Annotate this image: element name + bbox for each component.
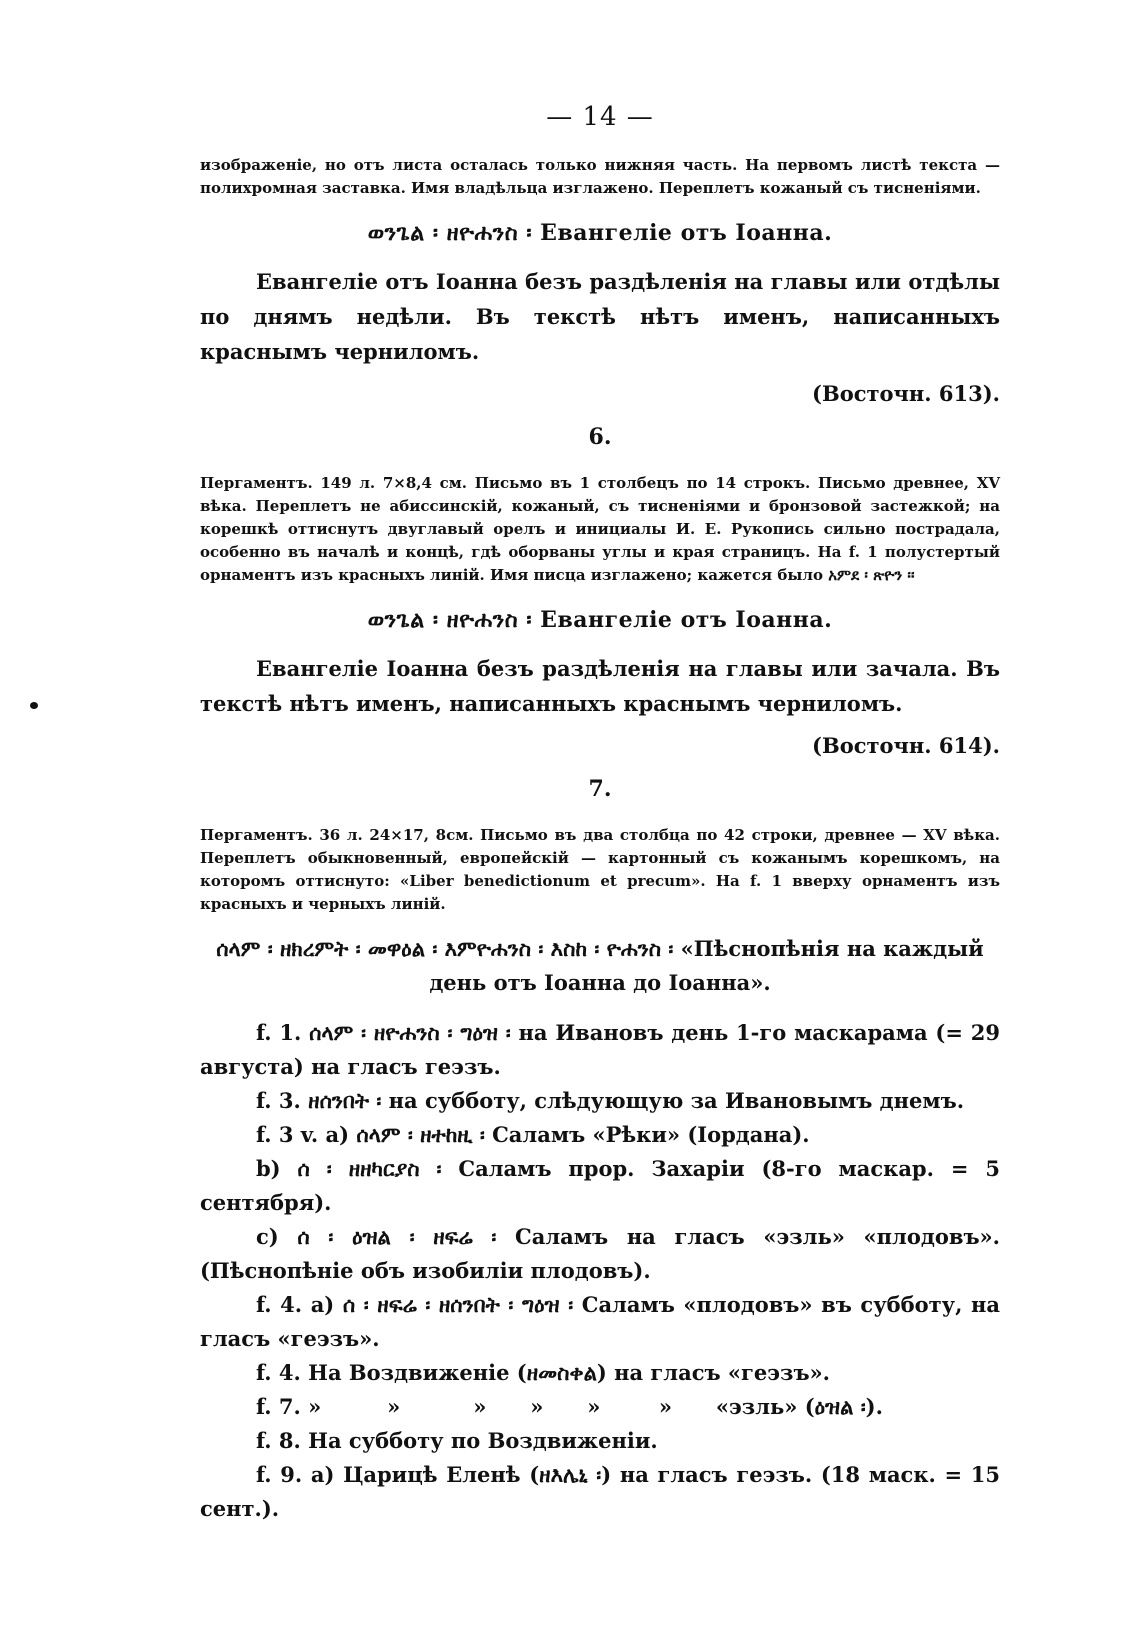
entry-f9: f. 9. a) Царицѣ Еленѣ (ዘእሌኒ ፡) на гласъ геэзъ. (18 маск. = 15 сент.). [200, 1462, 1000, 1521]
item-7-hymn-title: ሰላም ፡ ዘክረምት ፡ መዋዕል ፡ እምዮሐንስ ፡ እስከ ፡ ዮሐንስ ፡ «Пѣснопѣнія на каждый день отъ Іоанна до Іоанна». [216, 936, 984, 995]
item-6-title: ወንጌል ፡ ዘዮሐንስ ፡ Евангеліе отъ Іоанна. [367, 607, 833, 633]
item-6-description: Пергаментъ. 149 л. 7×8,4 см. Письмо въ 1 столбецъ по 14 строкъ. Письмо древнее, XV вѣка. Переплетъ не абиссинскій, кожаный, съ тисненіями и бронзовой застежкой; на корешкѣ оттиснутъ двуглавый орелъ и инициалы И. Е. Рукопись сильно пострадала, особенно въ началѣ и концѣ, гдѣ оборваны углы и края страницъ. На f. 1 полустертый орнаментъ изъ красныхъ линій. Имя писца изглажено; кажется было አምደ ፡ ጽዮን ፡፡ [200, 474, 1000, 584]
entry-f3v-b: b) ሰ ፡ ዘዘካርያስ ፡ Саламъ прор. Захаріи (8-го маскар. = 5 сентября). [200, 1156, 1000, 1215]
page-number: — 14 — [546, 102, 654, 132]
entry-f4-a: f. 4. a) ሰ ፡ ዘፍሬ ፡ ዘሰንበት ፡ ግዕዝ ፡ Саламъ «плодовъ» въ субботу, на гласъ «геэзъ». [200, 1292, 1000, 1351]
entry-f4: f. 4. На Воздвиженіе (ዘመስቀል) на гласъ «геэзъ». [256, 1360, 830, 1385]
entry-f7: f. 7. » » » » » » «эзль» (ዕዝል ፡). [256, 1394, 883, 1419]
entry-f3: f. 3. ዘሰንበት ፡ на субботу, слѣдующую за Ивановымъ днемъ. [256, 1088, 965, 1113]
item-6-reference: (Восточн. 614). [812, 733, 1000, 758]
continuation-note: изображеніе, но отъ листа осталась только нижняя часть. На первомъ листѣ текста — полихромная заставка. Имя владѣльца изглажено. Переплетъ кожаный съ тисненіями. [200, 156, 1000, 197]
item-7-description: Пергаментъ. 36 л. 24×17, 8см. Письмо въ два столбца по 42 строки, древнее — XV вѣка. Переплетъ обыкновенный, европейскій — картонный съ кожанымъ корешкомъ, на которомъ оттиснуто: «Liber benedictionum et precum». На f. 1 вверху орнаментъ изъ красныхъ и черныхъ линій. [200, 826, 1000, 913]
item-6-body: Евангеліе Іоанна безъ раздѣленія на главы или зачала. Въ текстѣ нѣтъ именъ, написанныхъ краснымъ черниломъ. [200, 656, 1000, 716]
entry-f3v-c: c) ሰ ፡ ዕዝል ፡ ዘፍሬ ፡ Саламъ на гласъ «эзль» «плодовъ». (Пѣснопѣніе объ изобиліи плодовъ). [200, 1224, 1000, 1283]
entry-f3v-a: f. 3 v. a) ሰላም ፡ ዘተከዚ ፡ Саламъ «Рѣки» (Іордана). [256, 1122, 810, 1147]
entry-f8: f. 8. На субботу по Воздвиженіи. [256, 1428, 658, 1453]
section-5-title: ወንጌል ፡ ዘዮሐንስ ፡ Евангеліе отъ Іоанна. [367, 220, 833, 246]
section-5-reference: (Восточн. 613). [812, 381, 1000, 406]
document-page [200, 90, 1000, 1526]
item-7-number: 7. [588, 776, 612, 802]
entry-f1: f. 1. ሰላም ፡ ዘዮሐንስ ፡ ግዕዝ ፡ на Ивановъ день 1-го маскарама (= 29 августа) на гласъ геэзъ. [200, 1020, 1000, 1079]
item-6-number: 6. [588, 424, 612, 450]
ink-spot [30, 702, 38, 709]
section-5-body: Евангеліе отъ Іоанна безъ раздѣленія на главы или отдѣлы по днямъ недѣли. Въ текстѣ нѣтъ именъ, написанныхъ краснымъ черниломъ. [200, 269, 1000, 364]
